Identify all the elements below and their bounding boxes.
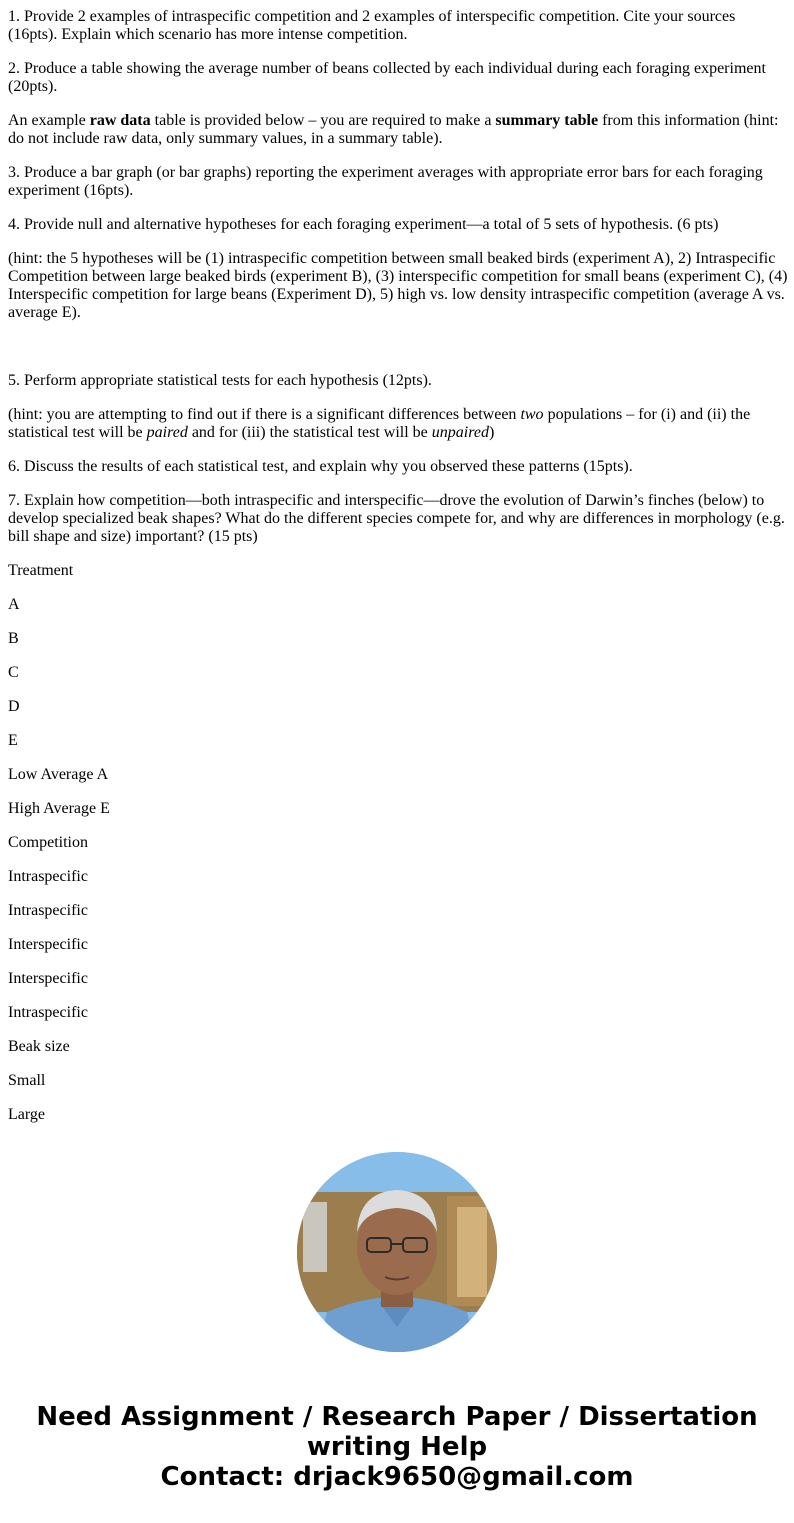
- contact-footer: [0, 1152, 794, 1492]
- table-line: Interspecific: [8, 936, 88, 953]
- table-line: High Average E: [8, 800, 110, 817]
- table-line: E: [8, 732, 18, 749]
- table-line: Competition: [8, 834, 88, 851]
- table-line: Interspecific: [8, 970, 88, 987]
- assignment-text: [8, 8, 788, 1140]
- statistics-hint: (hint: you are attempting to find out if there is a significant differences between two populations – for (i) and (ii) the statistical test will be paired and for (iii) the statistical test will be unpaired): [8, 406, 751, 441]
- question-3: 3. Produce a bar graph (or bar graphs) reporting the experiment averages with appropriate error bars for each foraging experiment (16pts).: [8, 164, 763, 199]
- help-heading: Need Assignment / Research Paper / Dissertation writing Help: [36, 1402, 758, 1462]
- help-contact-text: [0, 1402, 794, 1492]
- table-line: Treatment: [8, 562, 74, 579]
- avatar: [297, 1152, 497, 1352]
- question-5: 5. Perform appropriate statistical tests for each hypothesis (12pts).: [8, 372, 432, 389]
- table-line: Intraspecific: [8, 902, 88, 919]
- table-line: Intraspecific: [8, 868, 88, 885]
- question-6: 6. Discuss the results of each statistical test, and explain why you observed these patterns (15pts).: [8, 458, 633, 475]
- question-1: 1. Provide 2 examples of intraspecific competition and 2 examples of interspecific competition. Cite your sources (16pts). Explain which scenario has more intense competition.: [8, 8, 736, 43]
- question-7: 7. Explain how competition—both intraspecific and interspecific—drove the evolution of Darwin’s finches (below) to develop specialized beak shapes? What do the different species compete for, and why are differences in morphology (e.g. bill shape and size) important? (15 pts): [8, 492, 785, 545]
- table-lines: [8, 562, 788, 1124]
- table-line: Large: [8, 1106, 46, 1123]
- table-line: Low Average A: [8, 766, 109, 783]
- raw-data-note: An example raw data table is provided below – you are required to make a summary table from this information (hint: do not include raw data, only summary values, in a summary table).: [8, 112, 779, 147]
- spacer: [8, 338, 788, 372]
- table-line: C: [8, 664, 19, 681]
- table-line: Small: [8, 1072, 46, 1089]
- contact-email: Contact: drjack9650@gmail.com: [160, 1462, 634, 1492]
- portrait-image: [297, 1152, 497, 1352]
- table-line: Beak size: [8, 1038, 70, 1055]
- table-line: Intraspecific: [8, 1004, 88, 1021]
- hypotheses-hint: (hint: the 5 hypotheses will be (1) intraspecific competition between small beaked birds (experiment A), 2) Intraspecific Competition between large beaked birds (experiment B), (3) interspecific competition for small beans (experiment C), (4) Interspecific competition for large beans (Experiment D), 5) high vs. low density intraspecific competition (average A vs. average E).: [8, 250, 788, 321]
- table-line: B: [8, 630, 19, 647]
- table-line: A: [8, 596, 20, 613]
- question-2: 2. Produce a table showing the average number of beans collected by each individual during each foraging experiment (20pts).: [8, 60, 766, 95]
- table-line: D: [8, 698, 20, 715]
- question-4: 4. Provide null and alternative hypotheses for each foraging experiment—a total of 5 sets of hypothesis. (6 pts): [8, 216, 719, 233]
